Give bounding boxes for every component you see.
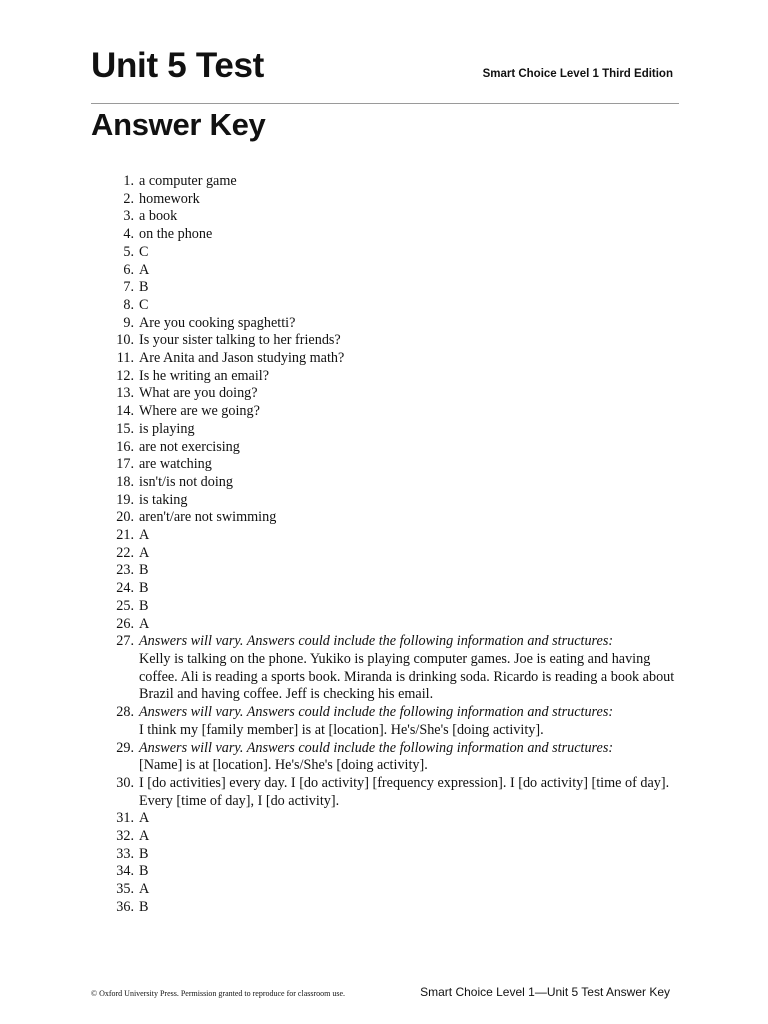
answer-number: 36. bbox=[116, 898, 134, 915]
answer-number: 13. bbox=[116, 385, 134, 402]
answer-item bbox=[106, 704, 676, 739]
answer-text: A bbox=[139, 261, 150, 278]
answer-text: Kelly is talking on the phone. Yukiko is playing computer games. Joe is eating and having coffee. Ali is reading a sports book. Miranda is drinking soda. Ricardo is reading a book about Brazil and having coffee. Jeff is checking his email. bbox=[139, 650, 675, 703]
answer-text: Is your sister talking to her friends? bbox=[139, 332, 341, 349]
answer-number: 5. bbox=[123, 243, 134, 260]
answer-text: a book bbox=[139, 208, 178, 225]
answer-number: 1. bbox=[123, 173, 134, 189]
page-title: Unit 5 Test bbox=[91, 46, 265, 85]
answer-number: 31. bbox=[116, 810, 134, 827]
answer-body bbox=[139, 899, 676, 917]
answer-text: Are you cooking spaghetti? bbox=[139, 314, 296, 331]
answer-number: 2. bbox=[123, 190, 134, 207]
answer-body bbox=[139, 244, 676, 262]
answer-number: 14. bbox=[116, 403, 134, 420]
answer-body bbox=[139, 403, 676, 421]
answer-number: 24. bbox=[116, 580, 134, 597]
answer-body bbox=[139, 881, 676, 899]
answer-body bbox=[139, 474, 676, 492]
answer-note: Answers will vary. Answers could include the following information and structures: bbox=[139, 633, 614, 650]
answer-item bbox=[106, 740, 676, 775]
answer-body bbox=[139, 191, 676, 209]
answer-number: 33. bbox=[116, 845, 134, 862]
edition-label: Smart Choice Level 1 Third Edition bbox=[482, 68, 673, 80]
answer-item bbox=[106, 403, 676, 421]
answer-text: B bbox=[139, 279, 149, 296]
answer-item bbox=[106, 315, 676, 333]
answer-number: 7. bbox=[123, 279, 134, 296]
answer-number: 12. bbox=[116, 367, 134, 384]
answer-text: is playing bbox=[139, 420, 195, 437]
answer-number: 11. bbox=[116, 350, 134, 367]
answer-body bbox=[139, 332, 676, 350]
answer-item bbox=[106, 616, 676, 634]
answer-body bbox=[139, 297, 676, 315]
answer-item bbox=[106, 810, 676, 828]
answer-body bbox=[139, 492, 676, 510]
answer-text: B bbox=[139, 845, 149, 862]
answer-text: A bbox=[139, 527, 150, 544]
copyright-notice: © Oxford University Press. Permission granted to reproduce for classroom use. bbox=[91, 989, 346, 998]
answer-item bbox=[106, 509, 676, 527]
answer-item bbox=[106, 191, 676, 209]
answer-item bbox=[106, 421, 676, 439]
answer-item bbox=[106, 279, 676, 297]
answer-body bbox=[139, 456, 676, 474]
answer-number: 35. bbox=[116, 881, 134, 898]
answer-text: homework bbox=[139, 190, 200, 207]
answer-number: 19. bbox=[116, 491, 134, 508]
answer-text: A bbox=[139, 828, 150, 845]
answer-number: 34. bbox=[116, 863, 134, 880]
answer-body bbox=[139, 527, 676, 545]
answer-text: B bbox=[139, 580, 149, 597]
answer-body bbox=[139, 173, 676, 191]
answer-text: are not exercising bbox=[139, 438, 240, 455]
answer-body bbox=[139, 633, 676, 704]
answer-body bbox=[139, 421, 676, 439]
answer-number: 9. bbox=[123, 314, 134, 331]
answer-text: a computer game bbox=[139, 173, 237, 189]
answer-item bbox=[106, 846, 676, 864]
answer-item bbox=[106, 580, 676, 598]
answer-body bbox=[139, 846, 676, 864]
answer-body bbox=[139, 704, 676, 739]
answer-text: A bbox=[139, 810, 150, 827]
answer-number: 28. bbox=[116, 704, 134, 721]
answer-item bbox=[106, 545, 676, 563]
answer-text: Are Anita and Jason studying math? bbox=[139, 350, 345, 367]
answer-text: What are you doing? bbox=[139, 385, 258, 402]
answer-text: B bbox=[139, 898, 149, 915]
answer-number: 18. bbox=[116, 473, 134, 490]
answer-body bbox=[139, 368, 676, 386]
answer-body bbox=[139, 226, 676, 244]
answer-number: 20. bbox=[116, 509, 134, 526]
answer-text: Where are we going? bbox=[139, 403, 260, 420]
answer-text: A bbox=[139, 544, 150, 561]
answer-number: 21. bbox=[116, 527, 134, 544]
answer-number: 10. bbox=[116, 332, 134, 349]
answer-text: aren't/are not swimming bbox=[139, 509, 277, 526]
answer-number: 16. bbox=[116, 438, 134, 455]
answer-item bbox=[106, 368, 676, 386]
answer-text: A bbox=[139, 881, 150, 898]
answer-item bbox=[106, 262, 676, 280]
answer-text: is taking bbox=[139, 491, 188, 508]
answer-number: 22. bbox=[116, 544, 134, 561]
answer-number: 27. bbox=[116, 633, 134, 650]
answer-text: isn't/is not doing bbox=[139, 473, 233, 490]
answer-body bbox=[139, 439, 676, 457]
answer-body bbox=[139, 775, 676, 810]
answer-text: B bbox=[139, 597, 149, 614]
answer-text: I [do activities] every day. I [do activity] [frequency expression]. I [do activity] [time of day]. Every [time of day], I [do activity]. bbox=[139, 774, 670, 809]
answer-item bbox=[106, 456, 676, 474]
answer-item bbox=[106, 598, 676, 616]
answer-number: 25. bbox=[116, 597, 134, 614]
answer-number: 30. bbox=[116, 774, 134, 791]
answer-number: 17. bbox=[116, 456, 134, 473]
answer-item bbox=[106, 385, 676, 403]
answer-number: 23. bbox=[116, 562, 134, 579]
answer-text: C bbox=[139, 296, 149, 313]
answer-text: on the phone bbox=[139, 226, 213, 243]
answer-body bbox=[139, 562, 676, 580]
answer-text: B bbox=[139, 863, 149, 880]
answer-body bbox=[139, 350, 676, 368]
page-header bbox=[91, 44, 679, 104]
page-subtitle: Answer Key bbox=[91, 107, 266, 142]
answer-note: Answers will vary. Answers could include the following information and structures: bbox=[139, 704, 614, 721]
answer-item bbox=[106, 863, 676, 881]
answer-number: 6. bbox=[123, 261, 134, 278]
answer-body bbox=[139, 740, 676, 775]
answer-item bbox=[106, 244, 676, 262]
answer-body bbox=[139, 262, 676, 280]
answer-body bbox=[139, 616, 676, 634]
answer-body bbox=[139, 810, 676, 828]
answer-number: 8. bbox=[123, 296, 134, 313]
answer-body bbox=[139, 509, 676, 527]
answer-text: are watching bbox=[139, 456, 212, 473]
answer-body bbox=[139, 580, 676, 598]
answer-body bbox=[139, 385, 676, 403]
answer-item bbox=[106, 899, 676, 917]
answer-item bbox=[106, 775, 676, 810]
answer-number: 32. bbox=[116, 828, 134, 845]
answer-number: 26. bbox=[116, 615, 134, 632]
answer-item bbox=[106, 173, 676, 191]
answer-text: Is he writing an email? bbox=[139, 367, 270, 384]
answer-item bbox=[106, 297, 676, 315]
answer-body bbox=[139, 208, 676, 226]
answer-item bbox=[106, 527, 676, 545]
answer-text: C bbox=[139, 243, 149, 260]
answer-text: B bbox=[139, 562, 149, 579]
answer-item bbox=[106, 492, 676, 510]
answer-item bbox=[106, 881, 676, 899]
answer-item bbox=[106, 350, 676, 368]
answer-note: Answers will vary. Answers could include the following information and structures: bbox=[139, 739, 614, 756]
answer-text: I think my [family member] is at [location]. He's/She's [doing activity]. bbox=[139, 721, 544, 738]
answer-item bbox=[106, 562, 676, 580]
answer-item bbox=[106, 208, 676, 226]
answer-list bbox=[106, 173, 676, 917]
answer-body bbox=[139, 863, 676, 881]
answer-number: 4. bbox=[123, 226, 134, 243]
answer-body bbox=[139, 598, 676, 616]
answer-number: 15. bbox=[116, 420, 134, 437]
answer-number: 29. bbox=[116, 739, 134, 756]
answer-item bbox=[106, 226, 676, 244]
answer-item bbox=[106, 474, 676, 492]
answer-item bbox=[106, 332, 676, 350]
answer-number: 3. bbox=[123, 208, 134, 225]
answer-text: A bbox=[139, 615, 150, 632]
answer-item bbox=[106, 439, 676, 457]
answer-body bbox=[139, 315, 676, 333]
answer-item bbox=[106, 633, 676, 704]
answer-body bbox=[139, 279, 676, 297]
footer-title: Smart Choice Level 1—Unit 5 Test Answer Key bbox=[420, 985, 670, 999]
answer-body bbox=[139, 545, 676, 563]
answer-item bbox=[106, 828, 676, 846]
answer-body bbox=[139, 828, 676, 846]
answer-text: [Name] is at [location]. He's/She's [doing activity]. bbox=[139, 757, 428, 774]
